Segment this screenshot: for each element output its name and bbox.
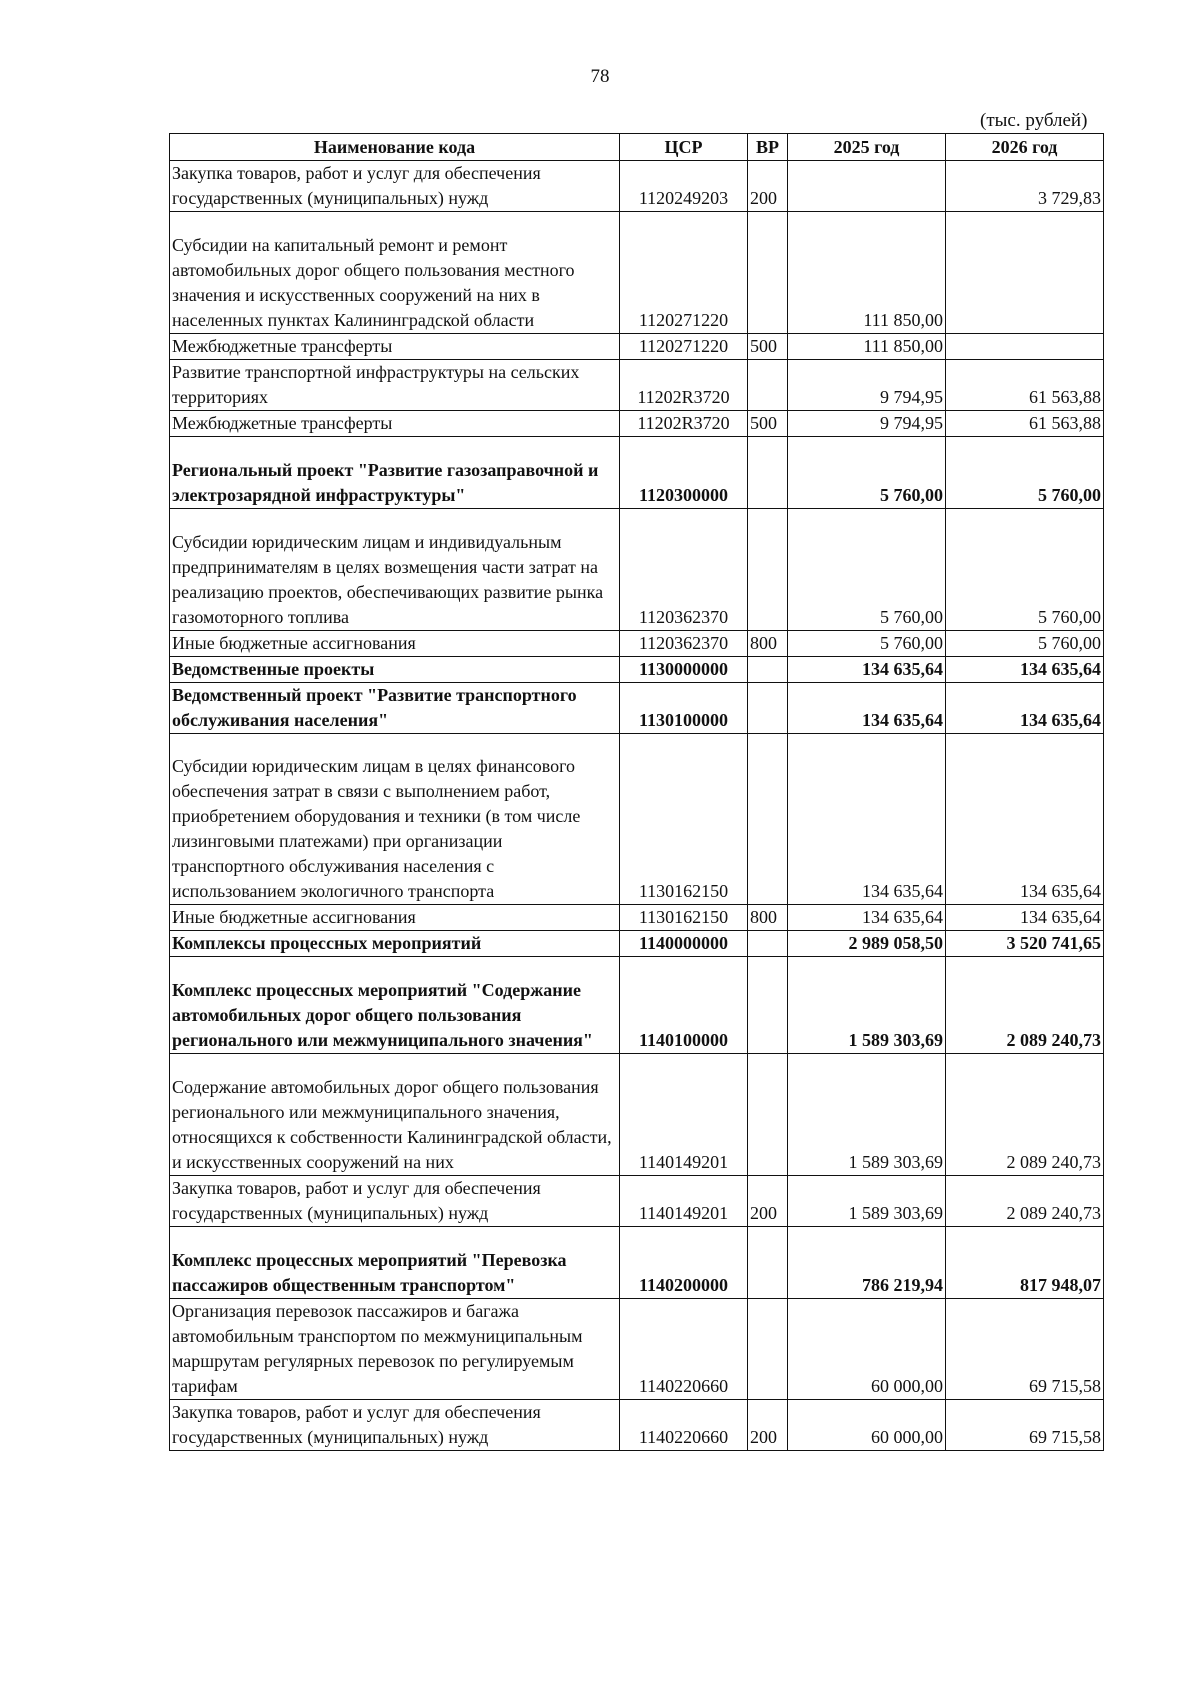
row-2025-cell: 2 989 058,50 <box>788 931 946 957</box>
row-2025-cell: 5 760,00 <box>788 631 946 657</box>
row-csr-cell: 1120271220 <box>620 334 748 360</box>
row-2026-cell: 3 520 741,65 <box>946 931 1104 957</box>
row-csr-cell: 1140000000 <box>620 931 748 957</box>
row-vr-cell: 800 <box>748 905 788 931</box>
units-label: (тыс. рублей) <box>980 110 1088 131</box>
page-number: 78 <box>590 66 610 87</box>
table-body <box>170 161 1104 1451</box>
row-vr-cell: 200 <box>748 161 788 212</box>
header-vr: ВР <box>748 134 788 161</box>
row-csr-cell: 1130100000 <box>620 683 748 734</box>
row-2025-cell <box>788 161 946 212</box>
row-csr-cell: 1120249203 <box>620 161 748 212</box>
row-2025-cell: 60 000,00 <box>788 1400 946 1451</box>
row-vr-cell <box>748 212 788 334</box>
row-name-cell: Межбюджетные трансферты <box>170 411 620 437</box>
row-2025-cell: 1 589 303,69 <box>788 1176 946 1227</box>
row-vr-cell <box>748 1227 788 1299</box>
row-csr-cell: 1140200000 <box>620 1227 748 1299</box>
row-vr-cell: 200 <box>748 1176 788 1227</box>
row-vr-cell: 500 <box>748 334 788 360</box>
row-csr-cell: 1130162150 <box>620 734 748 905</box>
row-vr-cell <box>748 734 788 905</box>
row-csr-cell: 1120362370 <box>620 631 748 657</box>
row-name-cell: Ведомственный проект "Развитие транспортного обслуживания населения" <box>170 683 620 734</box>
row-name-cell: Комплексы процессных мероприятий <box>170 931 620 957</box>
row-2026-cell: 134 635,64 <box>946 905 1104 931</box>
table-row <box>170 1176 1104 1227</box>
row-csr-cell: 1140149201 <box>620 1176 748 1227</box>
table-row <box>170 161 1104 212</box>
table-row <box>170 411 1104 437</box>
row-vr-cell <box>748 957 788 1054</box>
row-csr-cell: 1140100000 <box>620 957 748 1054</box>
row-name-cell: Субсидии на капитальный ремонт и ремонт автомобильных дорог общего пользования местного значения и искусственных сооружений на них в населенных пунктах Калининградской области <box>170 212 620 334</box>
row-2025-cell: 134 635,64 <box>788 905 946 931</box>
row-name-cell: Комплекс процессных мероприятий "Перевозка пассажиров общественным транспортом" <box>170 1227 620 1299</box>
row-2026-cell: 69 715,58 <box>946 1299 1104 1400</box>
table-row <box>170 360 1104 411</box>
row-name-cell: Ведомственные проекты <box>170 657 620 683</box>
row-2025-cell: 5 760,00 <box>788 509 946 631</box>
row-vr-cell <box>748 931 788 957</box>
row-csr-cell: 1140149201 <box>620 1054 748 1176</box>
row-2026-cell: 134 635,64 <box>946 657 1104 683</box>
table-row <box>170 734 1104 905</box>
row-2026-cell: 5 760,00 <box>946 437 1104 509</box>
row-csr-cell: 11202R3720 <box>620 360 748 411</box>
row-name-cell: Комплекс процессных мероприятий "Содержание автомобильных дорог общего пользования регионального или межмуниципального значения" <box>170 957 620 1054</box>
row-csr-cell: 1130162150 <box>620 905 748 931</box>
table-row <box>170 957 1104 1054</box>
row-2025-cell: 60 000,00 <box>788 1299 946 1400</box>
table-row <box>170 631 1104 657</box>
row-name-cell: Закупка товаров, работ и услуг для обеспечения государственных (муниципальных) нужд <box>170 161 620 212</box>
row-name-cell: Закупка товаров, работ и услуг для обеспечения государственных (муниципальных) нужд <box>170 1176 620 1227</box>
row-2025-cell: 134 635,64 <box>788 734 946 905</box>
table-row <box>170 1400 1104 1451</box>
row-csr-cell: 1140220660 <box>620 1299 748 1400</box>
row-2025-cell: 786 219,94 <box>788 1227 946 1299</box>
row-csr-cell: 1120271220 <box>620 212 748 334</box>
row-2026-cell <box>946 212 1104 334</box>
row-name-cell: Субсидии юридическим лицам и индивидуальным предпринимателям в целях возмещения части затрат на реализацию проектов, обеспечивающих развитие рынка газомоторного топлива <box>170 509 620 631</box>
row-vr-cell: 200 <box>748 1400 788 1451</box>
table-row <box>170 931 1104 957</box>
row-2026-cell: 2 089 240,73 <box>946 1176 1104 1227</box>
row-2026-cell: 2 089 240,73 <box>946 1054 1104 1176</box>
row-name-cell: Содержание автомобильных дорог общего пользования регионального или межмуниципального значения, относящихся к собственности Калининградской области, и искусственных сооружений на них <box>170 1054 620 1176</box>
table-row <box>170 1054 1104 1176</box>
row-vr-cell <box>748 683 788 734</box>
table-row <box>170 509 1104 631</box>
row-2026-cell <box>946 334 1104 360</box>
row-2026-cell: 5 760,00 <box>946 631 1104 657</box>
row-name-cell: Иные бюджетные ассигнования <box>170 631 620 657</box>
row-name-cell: Субсидии юридическим лицам в целях финансового обеспечения затрат в связи с выполнением работ, приобретением оборудования и техники (в том числе лизинговыми платежами) при организации транспортного обслуживания населения с использованием экологичного транспорта <box>170 734 620 905</box>
table-row <box>170 1299 1104 1400</box>
row-2025-cell: 1 589 303,69 <box>788 957 946 1054</box>
table-row <box>170 334 1104 360</box>
header-2025: 2025 год <box>788 134 946 161</box>
row-vr-cell: 800 <box>748 631 788 657</box>
row-csr-cell: 11202R3720 <box>620 411 748 437</box>
row-vr-cell <box>748 437 788 509</box>
table-row <box>170 905 1104 931</box>
row-2026-cell: 2 089 240,73 <box>946 957 1104 1054</box>
row-2026-cell: 69 715,58 <box>946 1400 1104 1451</box>
row-vr-cell <box>748 657 788 683</box>
row-csr-cell: 1130000000 <box>620 657 748 683</box>
row-2025-cell: 1 589 303,69 <box>788 1054 946 1176</box>
row-vr-cell <box>748 1054 788 1176</box>
row-name-cell: Межбюджетные трансферты <box>170 334 620 360</box>
table-header-row <box>170 134 1104 161</box>
row-2025-cell: 111 850,00 <box>788 334 946 360</box>
table-row <box>170 1227 1104 1299</box>
row-vr-cell <box>748 1299 788 1400</box>
row-2025-cell: 9 794,95 <box>788 360 946 411</box>
row-2026-cell: 134 635,64 <box>946 734 1104 905</box>
table-row <box>170 657 1104 683</box>
row-name-cell: Развитие транспортной инфраструктуры на сельских территориях <box>170 360 620 411</box>
row-vr-cell <box>748 509 788 631</box>
row-name-cell: Региональный проект "Развитие газозаправочной и электрозарядной инфраструктуры" <box>170 437 620 509</box>
header-name: Наименование кода <box>170 134 620 161</box>
row-2026-cell: 3 729,83 <box>946 161 1104 212</box>
row-2025-cell: 5 760,00 <box>788 437 946 509</box>
row-name-cell: Организация перевозок пассажиров и багажа автомобильным транспортом по межмуниципальным маршрутам регулярных перевозок по регулируемым тарифам <box>170 1299 620 1400</box>
header-2026: 2026 год <box>946 134 1104 161</box>
row-2026-cell: 5 760,00 <box>946 509 1104 631</box>
budget-table <box>169 133 1104 1451</box>
row-2025-cell: 134 635,64 <box>788 683 946 734</box>
row-name-cell: Иные бюджетные ассигнования <box>170 905 620 931</box>
row-vr-cell <box>748 360 788 411</box>
row-2025-cell: 9 794,95 <box>788 411 946 437</box>
row-vr-cell: 500 <box>748 411 788 437</box>
row-2025-cell: 134 635,64 <box>788 657 946 683</box>
row-2026-cell: 134 635,64 <box>946 683 1104 734</box>
row-2026-cell: 61 563,88 <box>946 411 1104 437</box>
row-csr-cell: 1140220660 <box>620 1400 748 1451</box>
table-row <box>170 437 1104 509</box>
row-2026-cell: 61 563,88 <box>946 360 1104 411</box>
row-csr-cell: 1120362370 <box>620 509 748 631</box>
table-row <box>170 212 1104 334</box>
row-2025-cell: 111 850,00 <box>788 212 946 334</box>
header-csr: ЦСР <box>620 134 748 161</box>
row-name-cell: Закупка товаров, работ и услуг для обеспечения государственных (муниципальных) нужд <box>170 1400 620 1451</box>
row-csr-cell: 1120300000 <box>620 437 748 509</box>
row-2026-cell: 817 948,07 <box>946 1227 1104 1299</box>
table-row <box>170 683 1104 734</box>
